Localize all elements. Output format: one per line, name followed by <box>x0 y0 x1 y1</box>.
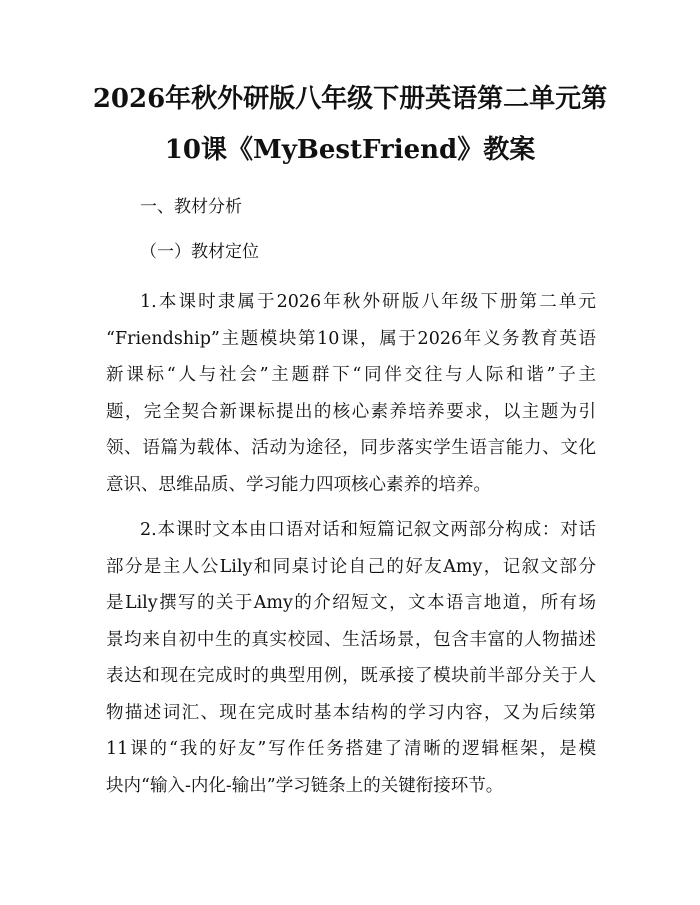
paragraph-1-line: 意识、思维品质、学习能力四项核心素养的培养。 <box>106 474 491 495</box>
paragraph-2 <box>106 512 596 804</box>
paragraph-1-line: “Friendship”主题模块第10课，属于2026年义务教育英语 <box>106 328 596 349</box>
paragraph-1-line: 题，完全契合新课标提出的核心素养培养要求，以主题为引 <box>106 401 596 422</box>
document-title-line-1: 2026年秋外研版八年级下册英语第二单元第 <box>92 84 608 114</box>
paragraph-2-line: 2.本课时文本由口语对话和短篇记叙文两部分构成：对话 <box>140 520 596 540</box>
paragraph-2-line: 部分是主人公Lily和同桌讨论自己的好友Amy，记叙文部分 <box>106 556 596 577</box>
paragraph-1-line: 1.本课时隶属于2026年秋外研版八年级下册第二单元 <box>140 292 596 312</box>
paragraph-2-line: 景均来自初中生的真实校园、生活场景，包含丰富的人物描述 <box>106 629 596 650</box>
section-heading: 一、教材分析 <box>140 197 242 217</box>
paragraph-1 <box>106 284 596 503</box>
paragraph-2-line: 块内“输入-内化-输出”学习链条上的关键衔接环节。 <box>106 775 504 796</box>
paragraph-2-line: 是Lily撰写的关于Amy的介绍短文，文本语言地道，所有场 <box>106 593 596 613</box>
paragraph-2-line: 11课的“我的好友”写作任务搭建了清晰的逻辑框架，是模 <box>106 739 596 759</box>
document-title-line-2: 10课《MyBestFriend》教案 <box>164 135 536 165</box>
subsection-heading: （一）教材定位 <box>140 242 259 262</box>
paragraph-2-line: 表达和现在完成时的典型用例，既承接了模块前半部分关于人 <box>106 666 596 686</box>
paragraph-1-line: 领、语篇为载体、活动为途径，同步落实学生语言能力、文化 <box>106 438 596 458</box>
paragraph-2-line: 物描述词汇、现在完成时基本结构的学习内容，又为后续第 <box>106 702 596 723</box>
paragraph-1-line: 新课标“人与社会”主题群下“同伴交往与人际和谐”子主 <box>106 365 596 385</box>
